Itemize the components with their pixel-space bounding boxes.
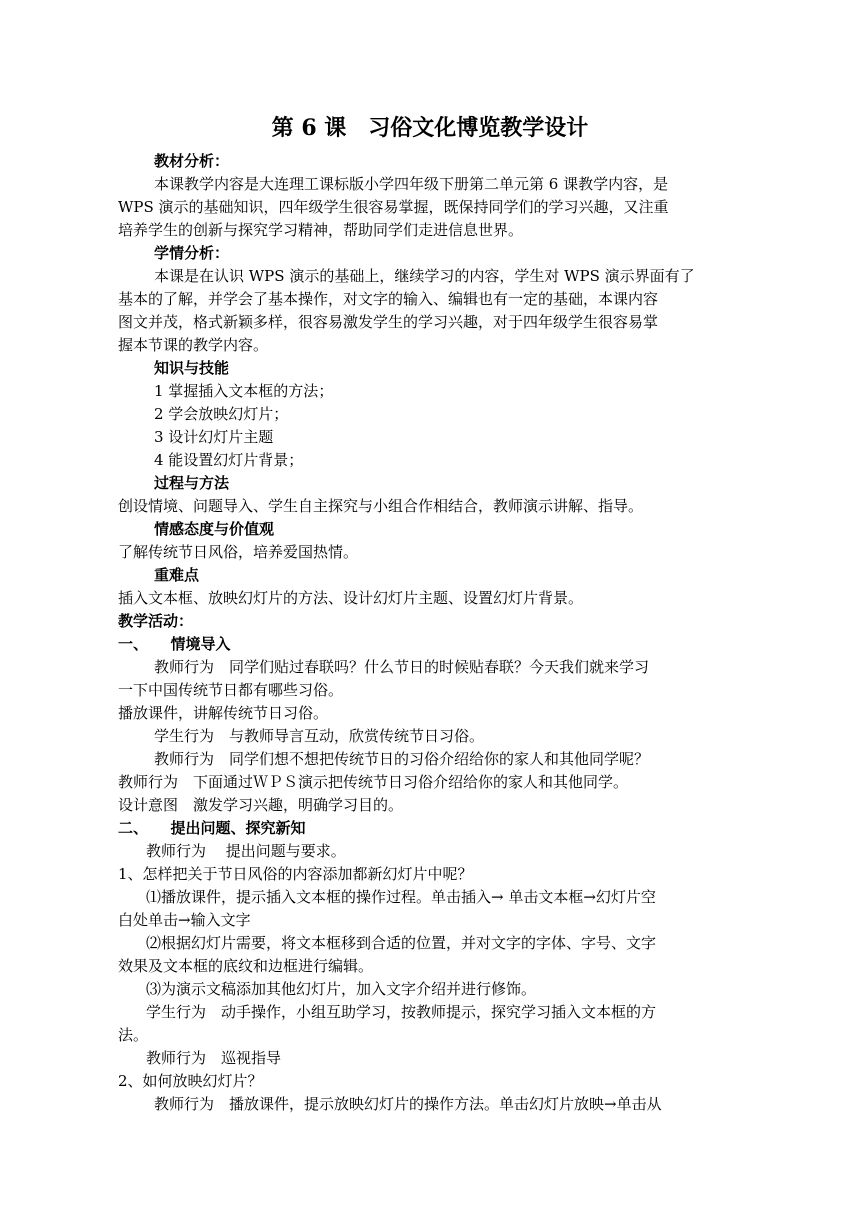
list-item: 3 设计幻灯片主题: [154, 428, 274, 446]
paragraph-line: WPS 演示的基础知识，四年级学生很容易掌握，既保持同学们的学习兴趣，又注重: [118, 198, 669, 216]
paragraph-line: 学生行为 动手操作，小组互助学习，按教师提示，探究学习插入文本框的方: [146, 1003, 657, 1021]
paragraph-line: 1、怎样把关于节日风俗的内容添加都新幻灯片中呢？: [118, 865, 473, 883]
paragraph-line: 教师行为 播放课件，提示放映幻灯片的操作方法。单击幻灯片放映→单击从: [154, 1095, 662, 1113]
document-title: 第 6 课 习俗文化博览教学设计: [271, 115, 589, 141]
heading-attitude-values: 情感态度与价值观: [154, 520, 275, 538]
heading-textbook-analysis: 教材分析：: [154, 152, 230, 170]
paragraph-line: 培养学生的创新与探究学习精神，帮助同学们走进信息世界。: [118, 221, 524, 239]
paragraph-line: 本课教学内容是大连理工课标版小学四年级下册第二单元第 6 课教学内容，是: [154, 175, 669, 193]
paragraph-line: 创设情境、问题导入、学生自主探究与小组合作相结合，教师演示讲解、指导。: [118, 497, 644, 515]
paragraph-line: 学生行为 与教师导言互动，欣赏传统节日习俗。: [154, 727, 485, 745]
paragraph-line: 教师行为 下面通过ＷＰＳ演示把传统节日习俗介绍给你的家人和其他同学。: [118, 773, 629, 791]
heading-knowledge-skills: 知识与技能: [154, 359, 230, 377]
paragraph-line: 插入文本框、放映幻灯片的方法、设计幻灯片主题、设置幻灯片背景。: [118, 589, 584, 607]
paragraph-line: 教师行为 同学们贴过春联吗？什么节日的时候贴春联？今天我们就来学习: [154, 658, 650, 676]
paragraph-line: 一下中国传统节日都有哪些习俗。: [118, 681, 344, 699]
list-item: 1 掌握插入文本框的方法；: [154, 382, 334, 400]
paragraph-line: 教师行为 巡视指导: [146, 1049, 282, 1067]
paragraph-line: 了解传统节日风俗，培养爱国热情。: [118, 543, 359, 561]
paragraph-line: 教师行为 同学们想不想把传统节日的习俗介绍给你的家人和其他同学呢？: [154, 750, 650, 768]
list-item: 4 能设置幻灯片背景；: [154, 451, 304, 469]
section-heading-2: 二、 提出问题、探究新知: [118, 819, 306, 837]
heading-learner-analysis: 学情分析：: [154, 244, 230, 262]
list-item: 2 学会放映幻灯片；: [154, 405, 289, 423]
paragraph-line: ⑵根据幻灯片需要，将文本框移到合适的位置，并对文字的字体、字号、文字: [146, 934, 657, 952]
paragraph-line: ⑶为演示文稿添加其他幻灯片，加入文字介绍并进行修饰。: [146, 980, 537, 998]
paragraph-line: 基本的了解，并学会了基本操作，对文字的输入、编辑也有一定的基础，本课内容: [118, 290, 659, 308]
paragraph-line: ⑴播放课件，提示插入文本框的操作过程。单击插入→ 单击文本框→幻灯片空: [146, 888, 656, 906]
paragraph-line: 图文并茂，格式新颖多样，很容易激发学生的学习兴趣，对于四年级学生很容易掌: [118, 313, 659, 331]
paragraph-line: 2、如何放映幻灯片？: [118, 1072, 263, 1090]
section-heading-1: 一、 情境导入: [118, 635, 231, 653]
heading-key-difficulties: 重难点: [154, 566, 200, 584]
paragraph-line: 本课是在认识 WPS 演示的基础上，继续学习的内容，学生对 WPS 演示界面有了: [154, 267, 695, 285]
paragraph-line: 设计意图 激发学习兴趣，明确学习目的。: [118, 796, 404, 814]
paragraph-line: 白处单击→输入文字: [118, 911, 251, 929]
paragraph-line: 效果及文本框的底纹和边框进行编辑。: [118, 957, 374, 975]
paragraph-line: 法。: [118, 1026, 149, 1044]
paragraph-line: 教师行为 提出问题与要求。: [146, 842, 346, 860]
paragraph-line: 握本节课的教学内容。: [118, 336, 269, 354]
heading-teaching-activities: 教学活动：: [118, 612, 194, 630]
paragraph-line: 播放课件，讲解传统节日习俗。: [118, 704, 329, 722]
heading-process-methods: 过程与方法: [154, 474, 230, 492]
